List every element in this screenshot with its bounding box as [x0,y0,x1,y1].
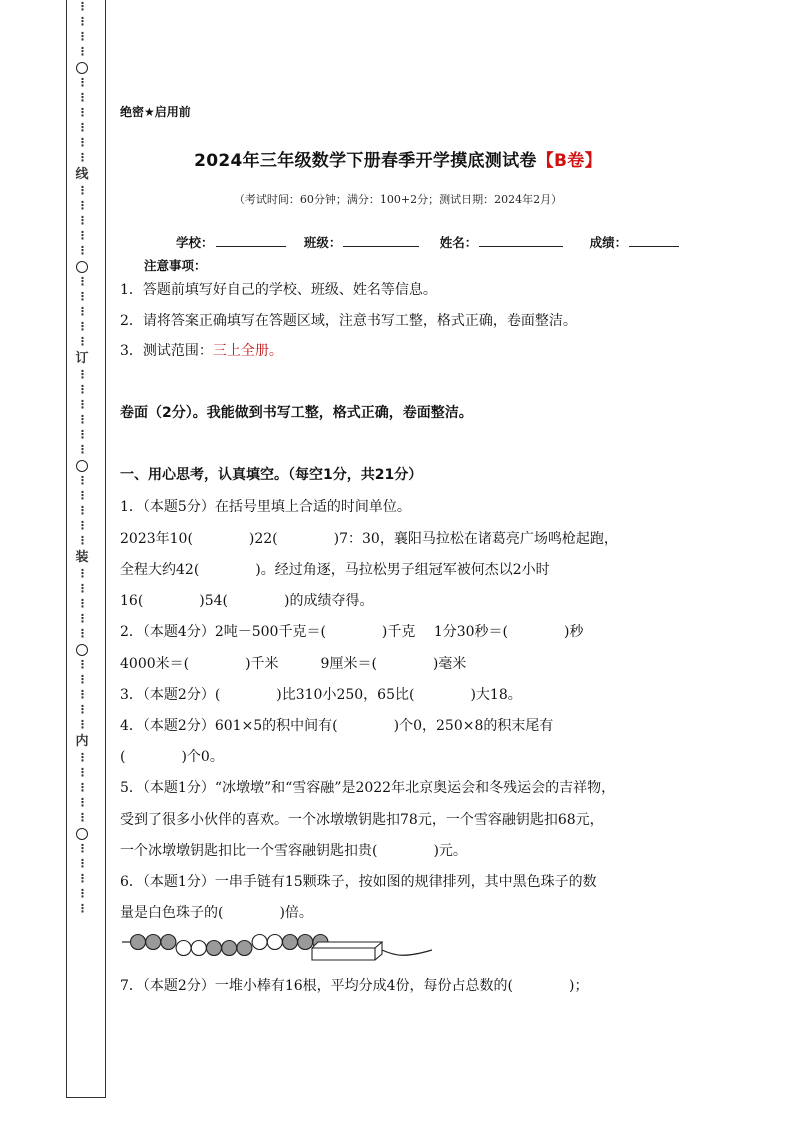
binding-circle-icon [76,644,88,656]
binding-dot: ⋮ [77,335,87,348]
binding-circle-icon [76,828,88,840]
page-title [118,146,678,171]
binding-dot: ⋮ [77,305,87,318]
bead-cover-box [312,942,382,960]
binding-dot: ⋮ [77,244,87,257]
binding-dot: ⋮ [77,612,87,625]
binding-label: 内 [75,734,89,749]
black-bead [283,935,298,950]
white-bead [191,941,206,956]
binding-dot: ⋮ [77,383,87,396]
binding-dot: ⋮ [77,857,87,870]
binding-circle-icon [76,62,88,74]
binding-dot: ⋮ [77,320,87,333]
binding-label: 装 [75,550,89,565]
black-bead [131,935,146,950]
binding-dot: ⋮ [77,290,87,303]
binding-circle-icon [76,261,88,273]
binding-dot: ⋮ [77,658,87,671]
q2-line-2: 4000米＝( )千米 9厘米＝( )毫米 [120,656,467,672]
info-row [176,233,696,251]
binding-dot: ⋮ [77,887,87,900]
binding-dot: ⋮ [77,275,87,288]
white-bead [252,935,267,950]
binding-dot: ⋮ [77,597,87,610]
exam-subtitle: （考试时间：60分钟；满分：100+2分；测试日期：2024年2月） [233,193,563,206]
binding-label: 订 [75,351,89,366]
binding-dot: ⋮ [77,673,87,686]
bead-bracelet-figure [120,930,440,964]
binding-dot: ⋮ [77,121,87,134]
binding-margin [66,0,106,1098]
q1-line-4: 16( )54( )的成绩夺得。 [120,593,374,609]
binding-dot: ⋮ [77,703,87,716]
score-field[interactable] [629,234,679,247]
binding-dot: ⋮ [77,91,87,104]
binding-dot: ⋮ [77,766,87,779]
q1-line-2: 2023年10( )22( )7：30，襄阳马拉松在诸葛亮广场鸣枪起跑， [120,531,618,547]
notice-item-2: 2．请将答案正确填写在答题区域，注意书写工整，格式正确，卷面整洁。 [120,313,577,329]
q6-line-2: 量是白色珠子的( )倍。 [120,905,313,921]
notice-item-3 [120,342,283,360]
binding-dot: ⋮ [77,398,87,411]
binding-dot: ⋮ [77,902,87,915]
binding-dot: ⋮ [77,136,87,149]
binding-dot: ⋮ [77,842,87,855]
binding-circle-icon [76,460,88,472]
binding-dot: ⋮ [77,519,87,532]
white-bead [176,941,191,956]
secret-label: 绝密★启用前 [120,105,191,119]
black-bead [161,935,176,950]
binding-dot: ⋮ [77,76,87,89]
binding-dot: ⋮ [77,781,87,794]
binding-dot: ⋮ [77,872,87,885]
q5-text: 5．（本题1分）“冰墩墩”和“雪容融”是2022年北京奥运会和冬残运会的吉祥物， [120,780,616,796]
title-tag: 【B卷】 [536,151,602,171]
binding-dot: ⋮ [77,15,87,28]
binding-dot: ⋮ [77,30,87,43]
name-label: 姓名： [439,235,478,250]
binding-dot: ⋮ [77,199,87,212]
binding-dot: ⋮ [77,428,87,441]
binding-dot: ⋮ [77,184,87,197]
q7-text: 7．（本题2分）一堆小棒有16根，平均分成4份，每份占总数的( )； [120,978,589,994]
q5-line-3: 一个冰墩墩钥匙扣比一个雪容融钥匙扣贵( )元。 [120,843,467,859]
title-main: 2024年三年级数学下册春季开学摸底测试卷 [194,151,537,171]
black-bead [146,935,161,950]
binding-dot: ⋮ [77,718,87,731]
binding-dot: ⋮ [77,368,87,381]
q1-text: 1．（本题5分）在括号里填上合适的时间单位。 [120,499,411,515]
white-bead [267,935,282,950]
class-label: 班级： [303,235,342,250]
binding-dot: ⋮ [77,582,87,595]
binding-dot: ⋮ [77,534,87,547]
bracelet-string-tail [382,950,432,955]
q4-text: 4．（本题2分）601×5的积中间有( )个0，250×8的积末尾有 [120,718,554,734]
score-label: 成绩： [589,235,628,250]
binding-dot: ⋮ [77,811,87,824]
binding-dot: ⋮ [77,443,87,456]
binding-dot: ⋮ [77,504,87,517]
binding-label: 线 [75,167,89,182]
q2-text: 2．（本题4分）2吨－500千克＝( )千克 1分30秒＝( )秒 [120,624,584,640]
school-field[interactable] [216,234,286,247]
name-field[interactable] [479,234,563,247]
black-bead [207,941,222,956]
notice-item-3-prefix: 3．测试范围： [120,343,213,359]
neatness-note: 卷面（2分）。我能做到书写工整，格式正确，卷面整洁。 [120,405,473,421]
binding-dot: ⋮ [77,45,87,58]
binding-dot: ⋮ [77,0,87,13]
section1-heading: 一、用心思考，认真填空。（每空1分，共21分） [120,467,423,483]
black-bead [298,935,313,950]
binding-dots [67,0,97,1097]
binding-dot: ⋮ [77,151,87,164]
binding-dot: ⋮ [77,796,87,809]
q6-text: 6．（本题1分）一串手链有15颗珠子，按如图的规律排列，其中黑色珠子的数 [120,874,597,890]
notice-item-3-value: 三上全册。 [212,343,283,359]
black-bead [222,941,237,956]
binding-dot: ⋮ [77,413,87,426]
notice-title: 注意事项： [144,258,207,273]
binding-dot: ⋮ [77,627,87,640]
q5-line-2: 受到了很多小伙伴的喜欢。一个冰墩墩钥匙扣78元，一个雪容融钥匙扣68元， [120,812,604,828]
binding-dot: ⋮ [77,214,87,227]
q1-line-3: 全程大约42( )。经过角逐，马拉松男子组冠军被何杰以2小时 [120,562,550,578]
notice-item-1: 1．答题前填写好自己的学校、班级、姓名等信息。 [120,282,437,298]
binding-dot: ⋮ [77,751,87,764]
school-label: 学校： [176,235,214,250]
binding-dot: ⋮ [77,567,87,580]
black-bead [237,941,252,956]
binding-dot: ⋮ [77,229,87,242]
binding-dot: ⋮ [77,489,87,502]
binding-dot: ⋮ [77,106,87,119]
q3-text: 3．（本题2分）( )比310小250，65比( )大18。 [120,687,522,703]
class-field[interactable] [343,234,419,247]
q4-line-2: ( )个0。 [120,749,224,765]
binding-dot: ⋮ [77,688,87,701]
binding-dot: ⋮ [77,474,87,487]
